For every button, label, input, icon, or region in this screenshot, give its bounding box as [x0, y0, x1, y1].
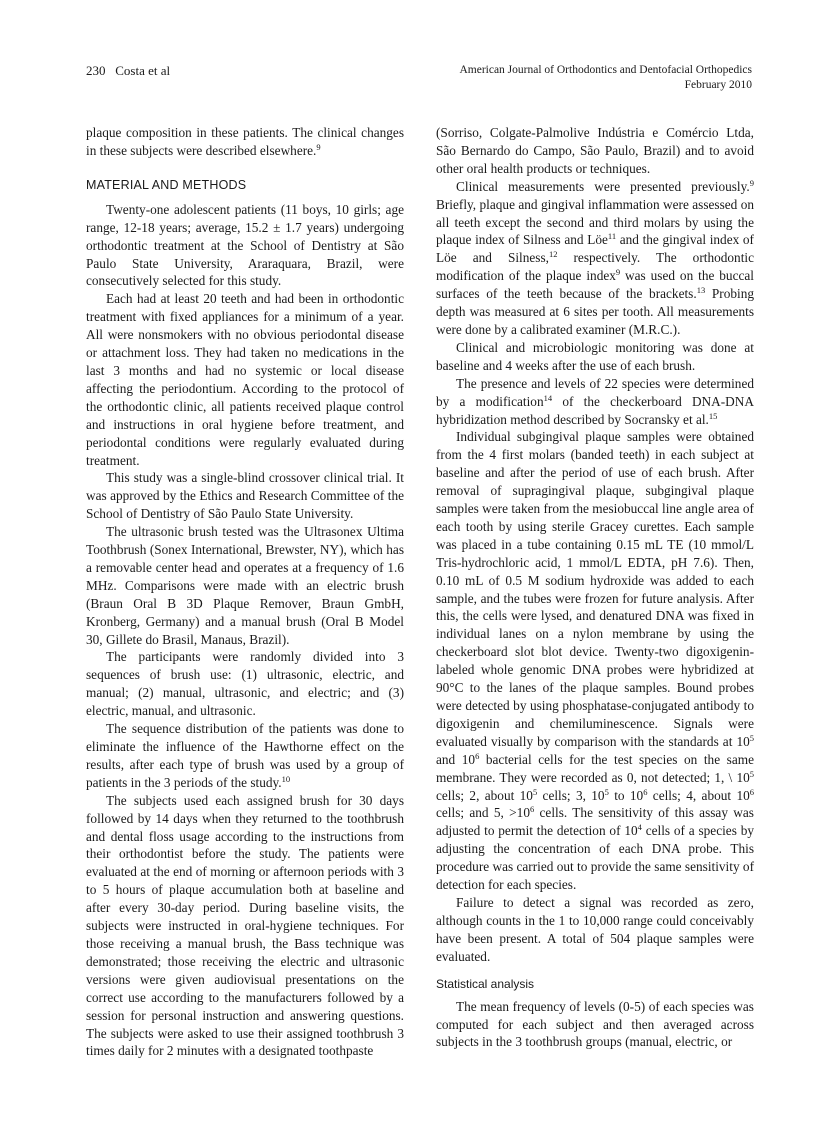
issue-date: February 2010	[684, 79, 752, 91]
citation: 14	[543, 392, 553, 403]
exponent: 4	[637, 822, 642, 833]
exponent: 6	[475, 750, 480, 761]
running-header-right	[459, 63, 752, 93]
citation: 9	[316, 141, 321, 152]
paragraph: Individual subgingival plaque samples were obtained from the 4 first molars (banded teeth) in each subject at baseline and after the period of use of each brush. After removal of supragingival plaque, subgingival plaque samples were taken from the mesiobuccal line angle area of each tooth by using sterile Gracey curettes. Each sample was placed in a tube containing 0.15 mL TE (10 mmol/L Tris-hydrochloric acid, 1 mmol/L EDTA, pH 7.6). Then, 0.10 mL of 0.5 M sodium hydroxide was added to each sample, and the tubes were frozen for future analysis. After this, the cells were lysed, and denatured DNA was fixed in individual lanes on a nylon membrane by using the checkerboard slot blot device. Twenty-two digoxigenin-labeled whole genomic DNA probes were hybridized at 90°C to the lanes of the plaque samples. Bound probes were detected by using phosphatase-conjugated antibody to digoxigenin and chemiluminescence. Signals were evaluated visually by comparison with the standards at $10^5$ and $10^6$ bacterial cells for the test species on the same membrane. They were recorded as 0, not detected; 1, \ $10^5$ cells; 2, about $10^5$ cells; 3, $10^5$ to $10^6$ cells; 4, about $10^6$ cells; and 5, $>10^6$ cells. The sensitivity of this assay was adjusted to permit the detection of $10^4$ cells of a species by adjusting the concentration of each DNA probe. This procedure was carried out to provide the same sensitivity of detection for each species.	[436, 429, 754, 893]
paragraph: The presence and levels of 22 species were determined by a modification$^{14}$ of the checkerboard DNA-DNA hybridization method described by Socransky et al.$^{15}$	[436, 375, 754, 427]
right-column	[436, 124, 754, 1051]
paragraph: Each had at least 20 teeth and had been in orthodontic treatment with fixed appliances for a minimum of a year. All were nonsmokers with no obvious periodontal disease or attachment loss. They had taken no medications in the last 3 months and had no systemic or local disease affecting the periodontium. According to the protocol of the orthodontic clinic, all patients received plaque control and instructions in oral hygiene before treatment, and periodontal conditions were regularly evaluated during treatment.	[86, 291, 404, 468]
citation: 9	[615, 267, 621, 278]
citation: 13	[696, 285, 706, 296]
citation: 12	[548, 249, 558, 260]
exponent: 5	[604, 786, 609, 797]
citation: 11	[607, 231, 617, 242]
exponent: 5	[749, 768, 754, 779]
paragraph: (Sorriso, Colgate-Palmolive Indústria e Comércio Ltda, São Bernardo do Campo, São Paulo, Brazil) and to avoid other oral health products or techniques.	[436, 125, 754, 176]
paragraph: The participants were randomly divided into 3 sequences of brush use: (1) ultrasonic, electric, and manual; (2) manual, ultrasonic, and electric; and (3) electric, manual, and ultrasonic.	[86, 649, 404, 719]
page-number: 230	[86, 63, 106, 78]
journal-title: American Journal of Orthodontics and Dentofacial Orthopedics	[459, 64, 752, 76]
section-heading-methods: MATERIAL AND METHODS	[86, 177, 247, 192]
paragraph: Failure to detect a signal was recorded as zero, although counts in the 1 to 10,000 range could conceivably have been present. A total of 504 plaque samples were evaluated.	[436, 894, 754, 964]
citation: 15	[708, 410, 718, 421]
paragraph: The sequence distribution of the patients was done to eliminate the influence of the Hawthorne effect on the results, after each type of brush was used by a group of patients in the 3 periods of the study.$^{10}$	[86, 721, 404, 790]
subsection-heading-statistics: Statistical analysis	[436, 976, 535, 991]
paragraph: Twenty-one adolescent patients (11 boys, 10 girls; age range, 12-18 years; average, 15.2 ± 1.7 years) undergoing orthodontic treatment at the School of Dentistry at São Paulo State University, Araraquara, Brazil, were consecutively selected for this study.	[86, 201, 404, 289]
running-author: Costa et al	[115, 63, 171, 78]
paragraph: The mean frequency of levels (0-5) of each species was computed for each subject and then averaged across subjects in the 3 toothbrush groups (manual, electric, or	[436, 998, 754, 1050]
exponent: 5	[532, 786, 538, 797]
exponent: 5	[749, 732, 754, 743]
exponent: 6	[643, 786, 648, 797]
paragraph: The ultrasonic brush tested was the Ultrasonex Ultima Toothbrush (Sonex International, Brewster, NY), which has a removable center head and operates at a frequency of 1.6 MHz. Comparisons were made with an electric brush (Braun Oral B 3D Plaque Remover, Braun GmbH, Kronberg, Germany) and a manual brush (Oral B Model 30, Gillete do Brasil, Manaus, Brazil).	[86, 524, 404, 647]
exponent: 6	[529, 804, 535, 815]
citation: 9	[749, 177, 754, 188]
paragraph: Clinical and microbiologic monitoring was done at baseline and 4 weeks after the use of each brush.	[436, 339, 754, 373]
citation: 10	[281, 773, 291, 784]
running-header-left	[86, 63, 170, 79]
left-column	[86, 124, 404, 1060]
paragraph: The subjects used each assigned brush for 30 days followed by 14 days when they returned to the toothbrush and dental floss usage according to the instructions from their orthodontist before the study. The patients were evaluated at the end of morning or afternoon periods with 3 to 5 hours of plaque accumulation both at baseline and after every 30-day period. During baseline visits, the subjects were instructed in oral-hygiene techniques. For those receiving a manual brush, the Bass technique was demonstrated; those receiving the electric and ultrasonic versions were given audiovisual presentations on the correct use according to the manufacturers followed by a session for personal instruction and answering questions. The subjects were asked to use their assigned toothbrush 3 times daily for 2 minutes with a designated toothpaste	[86, 792, 404, 1059]
exponent: 6	[749, 786, 754, 797]
paragraph: plaque composition in these patients. The clinical changes in these subjects were described elsewhere.$^9$	[86, 125, 404, 158]
paragraph: This study was a single-blind crossover clinical trial. It was approved by the Ethics and Research Committee of the School of Dentistry of São Paulo State University.	[86, 470, 404, 522]
paragraph: Clinical measurements were presented previously.$^9$ Briefly, plaque and gingival inflammation were assessed on all teeth except the second and third molars by using the plaque index of Silness and Löe$^{11}$ and the gingival index of Löe and Silness,$^{12}$ respectively. The orthodontic modification of the plaque index$^9$ was used on the buccal surfaces of the teeth because of the brackets.$^{13}$ Probing depth was measured at 6 sites per tooth. All measurements were done by a calibrated examiner (M.R.C.).	[436, 177, 755, 337]
